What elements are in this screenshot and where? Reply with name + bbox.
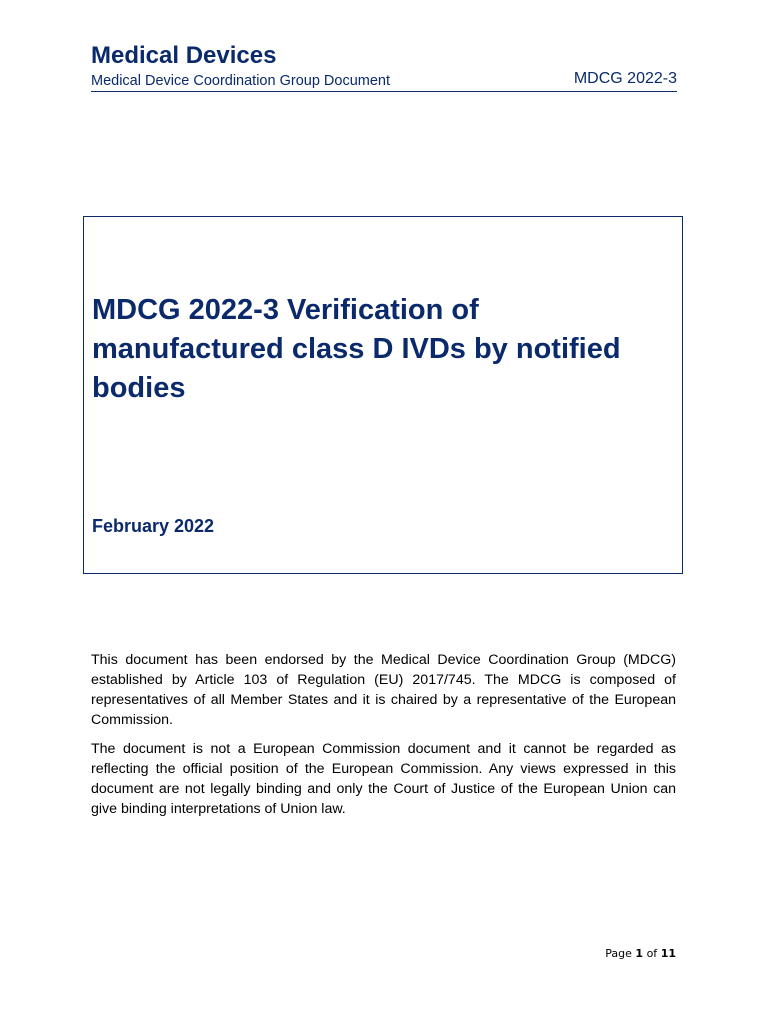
- header-subtitle: Medical Device Coordination Group Document: [91, 73, 391, 89]
- document-title: MDCG 2022-3 Verification of manufactured class D IVDs by notified bodies: [92, 294, 621, 404]
- of-label: of: [646, 947, 658, 960]
- document-date: February 2022: [92, 516, 215, 536]
- header-subtitle-bar: [91, 72, 677, 92]
- header-title: Medical Devices: [91, 42, 277, 69]
- header-reference: MDCG 2022-3: [573, 70, 677, 87]
- total-pages-number: 11: [660, 947, 676, 960]
- page-label: Page: [605, 947, 632, 960]
- disclaimer-paragraph: The document is not a European Commission document and it cannot be regarded as reflecting the official position of the European Commission. Any views expressed in this document are not legally binding and only the Court of Justice of the European Union can give binding interpretations of Union law.: [91, 741, 676, 817]
- current-page-number: 1: [635, 947, 644, 960]
- cover-title-box: [83, 216, 683, 574]
- endorsement-paragraph: This document has been endorsed by the Medical Device Coordination Group (MDCG) established by Article 103 of Regulation (EU) 2017/745. The MDCG is composed of representatives of all Member States and it is chaired by a representative of the European Commission.: [91, 652, 676, 728]
- page-footer: [605, 947, 676, 960]
